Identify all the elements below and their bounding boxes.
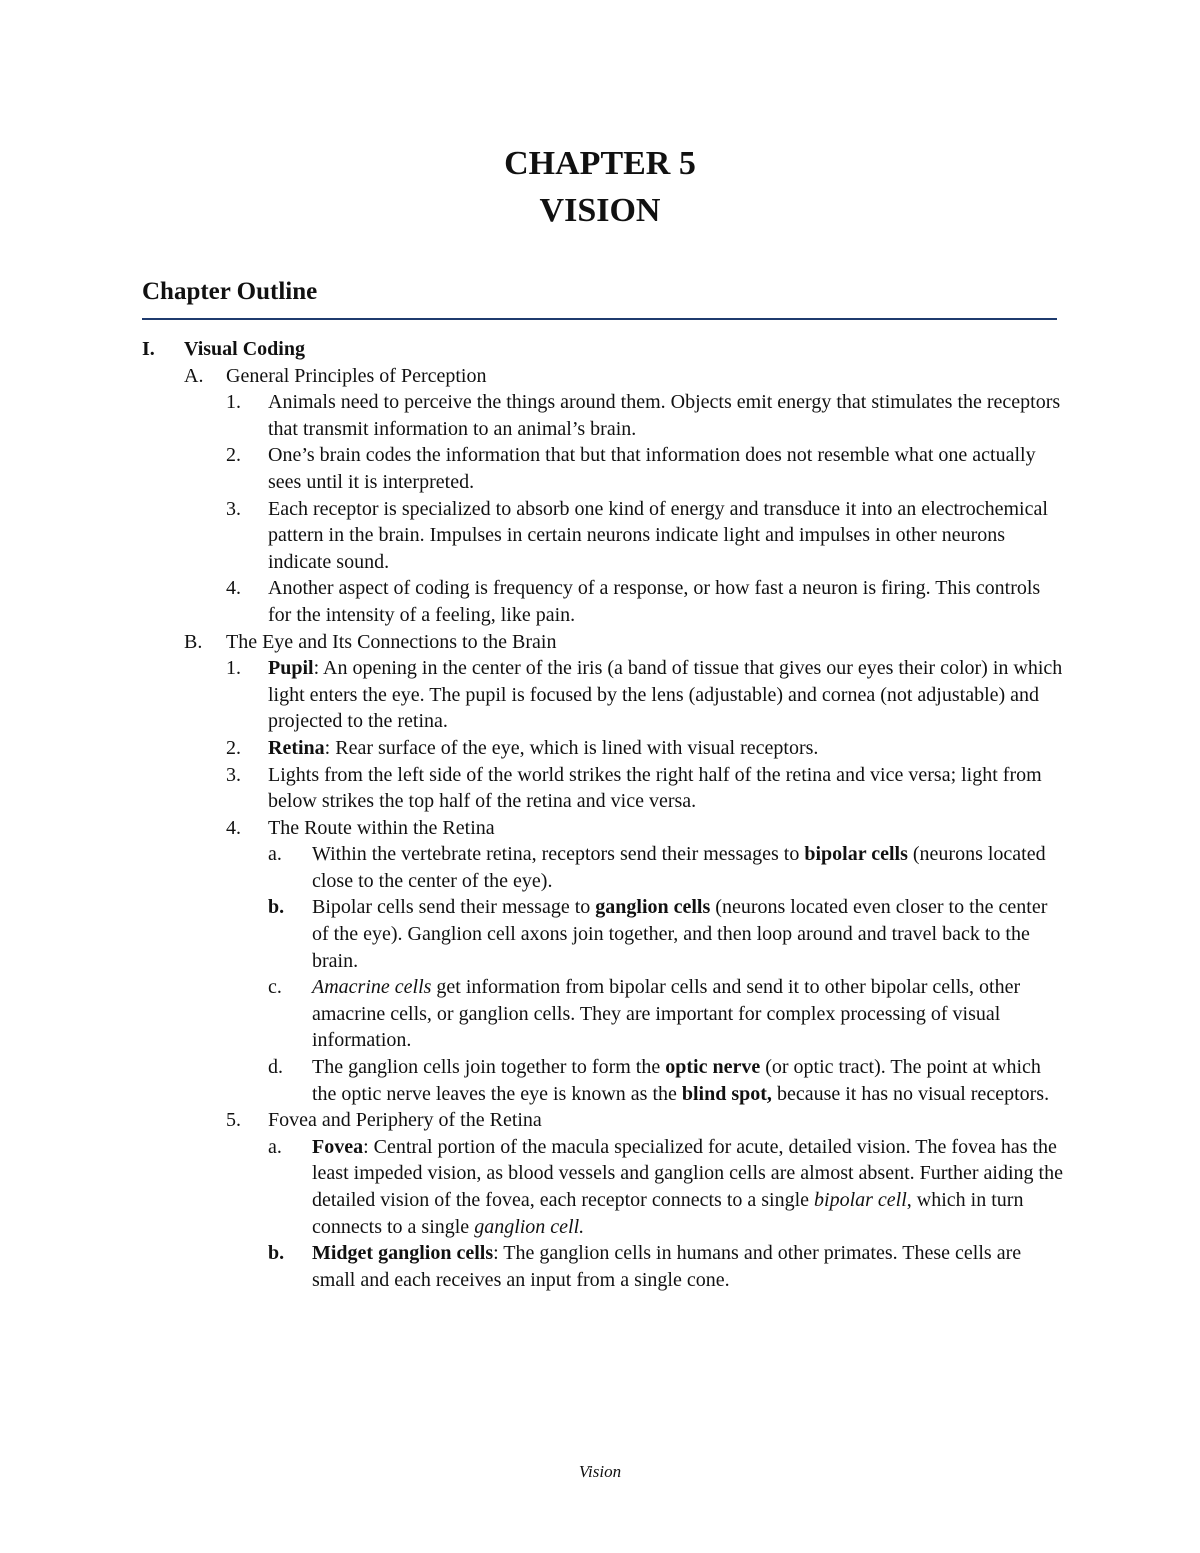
- item-text: Another aspect of coding is frequency of a response, or how fast a neuron is firing. This controls for the intensity of a feeling, like pain.: [268, 577, 1041, 626]
- definition: : An opening in the center of the iris (a band of tissue that gives our eyes their color) in which light enters the eye. The pupil is focused by the lens (adjustable) and cornea (not adjustable) and projected to the retina.: [268, 657, 1063, 733]
- list-item: [268, 894, 1067, 974]
- text-run: get information from bipolar cells and send it to other bipolar cells, other amacrine cells, or ganglion cells. They are important for complex processing of visual information.: [312, 976, 1021, 1052]
- outline-content: [142, 336, 1067, 1293]
- list-item: [268, 1054, 1067, 1107]
- term-ganglion-cells: ganglion cells: [595, 896, 711, 919]
- item-marker: 4.: [226, 816, 241, 839]
- item-marker: b.: [268, 1242, 285, 1265]
- heading-rule: [142, 318, 1057, 320]
- list-item: [268, 1240, 1067, 1293]
- item-marker: 2.: [226, 736, 241, 759]
- definition: : The ganglion cells in humans and other primates. These cells are small and each receives an input from a single cone.: [312, 1242, 1022, 1291]
- item-text: [312, 974, 1067, 1054]
- definition: : Rear surface of the eye, which is lined with visual receptors.: [324, 736, 819, 759]
- item-text: [312, 841, 1067, 894]
- item-marker: c.: [268, 976, 282, 999]
- list-item: [226, 815, 1067, 842]
- term-ganglion-cell: ganglion cell.: [474, 1215, 585, 1238]
- item-marker: a.: [268, 1135, 282, 1158]
- item-marker: 2.: [226, 444, 241, 467]
- item-text: One’s brain codes the information that but that information does not resemble what one actually sees until it is interpreted.: [268, 444, 1036, 493]
- item-marker: b.: [268, 896, 285, 919]
- list-item: [226, 389, 1067, 442]
- term-retina: Retina: [268, 736, 325, 759]
- term-blind-spot: blind spot,: [681, 1082, 772, 1105]
- list-item: [268, 1134, 1067, 1240]
- subsection-title: General Principles of Perception: [226, 364, 487, 387]
- chapter-title: [0, 140, 1200, 234]
- list-item: [226, 575, 1067, 628]
- item-marker: 3.: [226, 763, 241, 786]
- section-i: [142, 336, 1067, 363]
- list-item: [268, 974, 1067, 1054]
- item-text: [312, 894, 1067, 974]
- item-marker: a.: [268, 843, 282, 866]
- item-text: [312, 1134, 1067, 1240]
- item-text: The Route within the Retina: [268, 816, 495, 839]
- item-marker: 3.: [226, 497, 241, 520]
- subsection-a: [184, 363, 1067, 390]
- term-pupil: Pupil: [268, 657, 314, 680]
- text-run: (neurons located even closer to the center of the eye). Ganglion cell axons join together, and then loop around and travel back to the brain.: [312, 896, 1048, 972]
- item-marker: 4.: [226, 577, 241, 600]
- item-marker: 5.: [226, 1109, 241, 1132]
- term-bipolar-cells: bipolar cells: [804, 843, 908, 866]
- list-item: [226, 496, 1067, 576]
- chapter-number: CHAPTER 5: [504, 145, 696, 182]
- item-text: [268, 735, 1067, 762]
- item-text: [268, 655, 1067, 735]
- list-item: [226, 762, 1067, 815]
- item-marker: 1.: [226, 657, 241, 680]
- list-item: [268, 841, 1067, 894]
- item-marker: 1.: [226, 391, 241, 414]
- text-run: Within the vertebrate retina, receptors send their messages to: [312, 843, 805, 866]
- chapter-name: VISION: [539, 192, 661, 229]
- section-title: Visual Coding: [184, 338, 305, 360]
- term-midget-ganglion-cells: Midget ganglion cells: [312, 1242, 494, 1265]
- subsection-b: [184, 629, 1067, 656]
- text-run: (or optic tract). The point at which the optic nerve leaves the eye is known as the: [312, 1056, 1041, 1105]
- subsection-title: The Eye and Its Connections to the Brain: [226, 630, 557, 653]
- item-text: Each receptor is specialized to absorb one kind of energy and transduce it into an electrochemical pattern in the brain. Impulses in certain neurons indicate light and impulses in other neurons indicate sound.: [268, 497, 1048, 573]
- section-marker: I.: [142, 338, 155, 360]
- list-item: [226, 1107, 1067, 1134]
- item-text: Fovea and Periphery of the Retina: [268, 1109, 542, 1132]
- text-run: The ganglion cells join together to form the: [312, 1056, 666, 1079]
- text-run: , which in turn connects to a single: [312, 1189, 1024, 1238]
- text-run: : Central portion of the macula specialized for acute, detailed vision. The fovea has the least impeded vision, as blood vessels and ganglion cells are almost absent. Further aiding the detailed vision of the fovea, each receptor connects to a single: [312, 1135, 1063, 1211]
- item-text: [312, 1054, 1067, 1107]
- item-marker: d.: [268, 1056, 283, 1079]
- list-item: [226, 442, 1067, 495]
- item-text: Lights from the left side of the world strikes the right half of the retina and vice versa; light from below strikes the top half of the retina and vice versa.: [268, 763, 1042, 813]
- page-footer: Vision: [578, 1462, 622, 1481]
- item-text: [312, 1240, 1067, 1293]
- term-fovea: Fovea: [312, 1135, 364, 1158]
- subsection-marker: A.: [184, 364, 204, 387]
- list-item: [226, 735, 1067, 762]
- outline-heading: Chapter Outline: [142, 278, 318, 305]
- list-item: [226, 655, 1067, 735]
- subsection-marker: B.: [184, 630, 203, 653]
- text-run: because it has no visual receptors.: [771, 1082, 1050, 1105]
- text-run: Bipolar cells send their message to: [312, 896, 596, 919]
- term-bipolar-cell: bipolar cell: [814, 1189, 907, 1211]
- term-optic-nerve: optic nerve: [665, 1056, 761, 1079]
- term-amacrine-cells: Amacrine cells: [312, 976, 432, 999]
- item-text: Animals need to perceive the things around them. Objects emit energy that stimulates the receptors that transmit information to an animal’s brain.: [268, 391, 1061, 440]
- text-run: (neurons located close to the center of the eye).: [312, 843, 1046, 892]
